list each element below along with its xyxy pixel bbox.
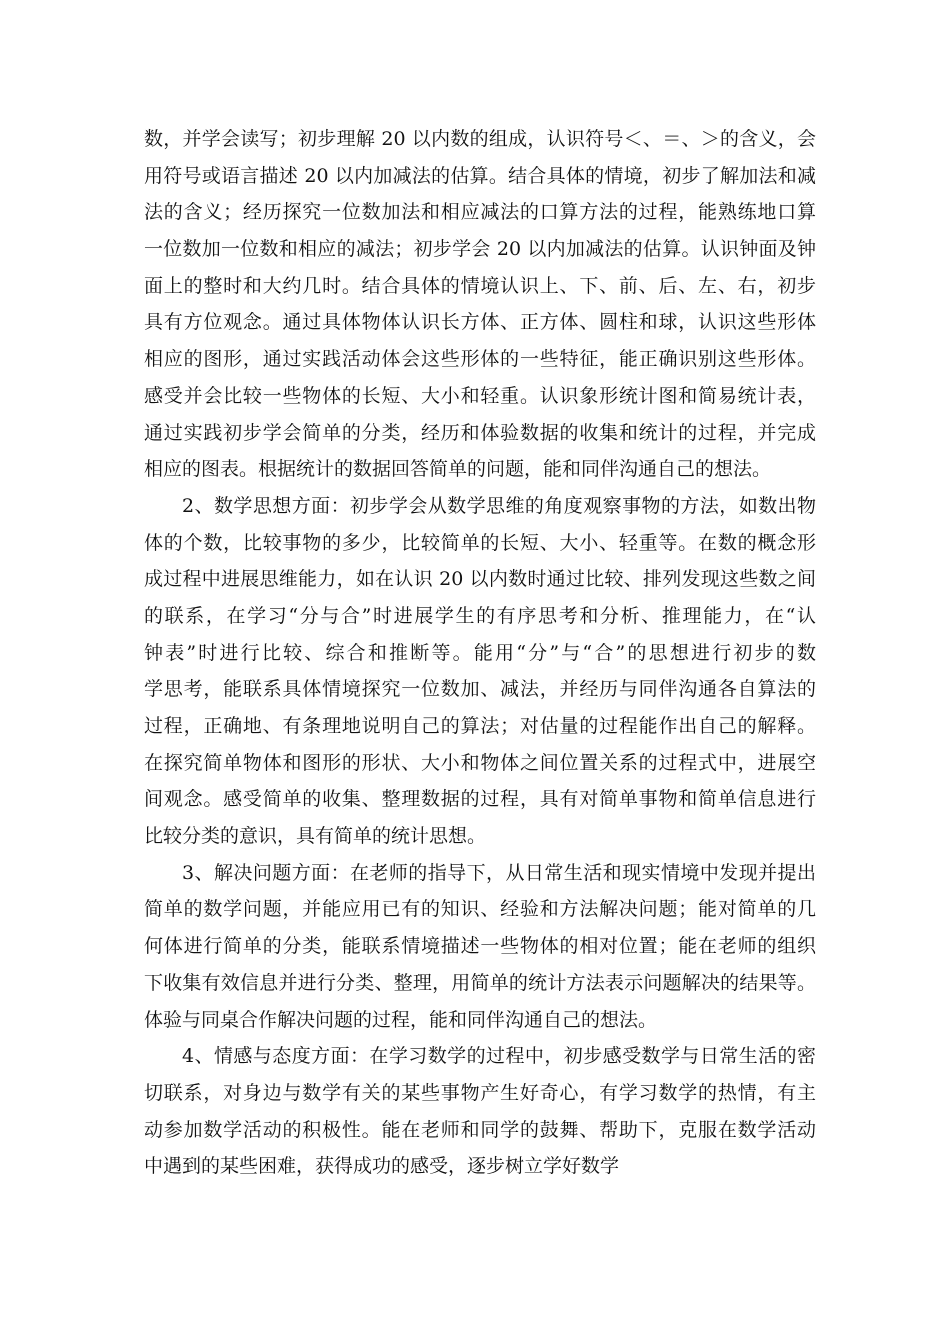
- text-line: 数，并学会读写；初步理解 20 以内数的组成，认识符号＜、＝、＞的含义，会: [144, 128, 816, 150]
- text-line: 钟表”时进行比较、综合和推断等。能用“分”与“合”的思想进行初步的数: [144, 641, 816, 664]
- text-line: 下收集有效信息并进行分类、整理，用简单的统计方法表示问题解决的结果等。: [144, 971, 816, 994]
- text-line: 感受并会比较一些物体的长短、大小和轻重。认识象形统计图和简易统计表，: [144, 384, 816, 407]
- text-line: 切联系，对身边与数学有关的某些事物产生好奇心，有学习数学的热情，有主: [144, 1081, 816, 1104]
- text-line: 具有方位观念。通过具体物体认识长方体、正方体、圆柱和球，认识这些形体: [144, 311, 816, 334]
- text-line: 2、数学思想方面：初步学会从数学思维的角度观察事物的方法，如数出物: [182, 494, 816, 517]
- text-line: 一位数加一位数和相应的减法；初步学会 20 以内加减法的估算。认识钟面及钟: [144, 238, 816, 261]
- text-line: 动参加数学活动的积极性。能在老师和同学的鼓舞、帮助下，克服在数学活动: [144, 1118, 816, 1141]
- text-line: 面上的整时和大约几时。结合具体的情境认识上、下、前、后、左、右，初步: [144, 274, 816, 297]
- text-line: 成过程中进展思维能力，如在认识 20 以内数时通过比较、排列发现这些数之间: [144, 568, 816, 591]
- text-line: 体验与同桌合作解决问题的过程，能和同伴沟通自己的想法。: [144, 1008, 658, 1031]
- text-line: 学思考，能联系具体情境探究一位数加、减法，并经历与同伴沟通各自算法的: [144, 678, 816, 701]
- text-line: 4、情感与态度方面：在学习数学的过程中，初步感受数学与日常生活的密: [182, 1045, 816, 1068]
- text-line: 简单的数学问题，并能应用已有的知识、经验和方法解决问题；能对简单的几: [144, 898, 816, 921]
- paragraph-p3: [144, 1038, 816, 1185]
- text-line: 相应的图形，通过实践活动体会这些形体的一些特征，能正确识别这些形体。: [144, 348, 816, 371]
- text-line: 法的含义；经历探究一位数加法和相应减法的口算方法的过程，能熟练地口算: [144, 201, 816, 224]
- text-line: 何体进行简单的分类，能联系情境描述一些物体的相对位置；能在老师的组织: [144, 935, 816, 958]
- text-line: 体的个数，比较事物的多少，比较简单的长短、大小、轻重等。在数的概念形: [144, 531, 816, 554]
- text-line: 相应的图表。根据统计的数据回答简单的问题，能和同伴沟通自己的想法。: [144, 458, 772, 481]
- text-line: 在探究简单物体和图形的形状、大小和物体之间位置关系的过程式中，进展空: [144, 751, 816, 774]
- text-line: 3、解决问题方面：在老师的指导下，从日常生活和现实情境中发现并提出: [182, 861, 816, 884]
- text-line: 用符号或语言描述 20 以内加减法的估算。结合具体的情境，初步了解加法和减: [144, 164, 816, 187]
- text-line: 间观念。感受简单的收集、整理数据的过程，具有对简单事物和简单信息进行: [144, 788, 816, 811]
- text-line: 通过实践初步学会简单的分类，经历和体验数据的收集和统计的过程，并完成: [144, 421, 816, 444]
- text-line: 比较分类的意识，具有简单的统计思想。: [144, 825, 487, 848]
- document-body: [144, 121, 816, 1185]
- text-line: 过程，正确地、有条理地说明自己的算法；对估量的过程能作出自己的解释。: [144, 715, 816, 737]
- paragraph-p0: [144, 121, 816, 488]
- paragraph-p2: [144, 855, 816, 1038]
- paragraph-p1: [144, 488, 816, 855]
- text-line: 的联系，在学习“分与合”时进展学生的有序思考和分析、推理能力，在“认: [144, 604, 816, 627]
- text-line: 中遇到的某些困难，获得成功的感受，逐步树立学好数学: [144, 1155, 620, 1178]
